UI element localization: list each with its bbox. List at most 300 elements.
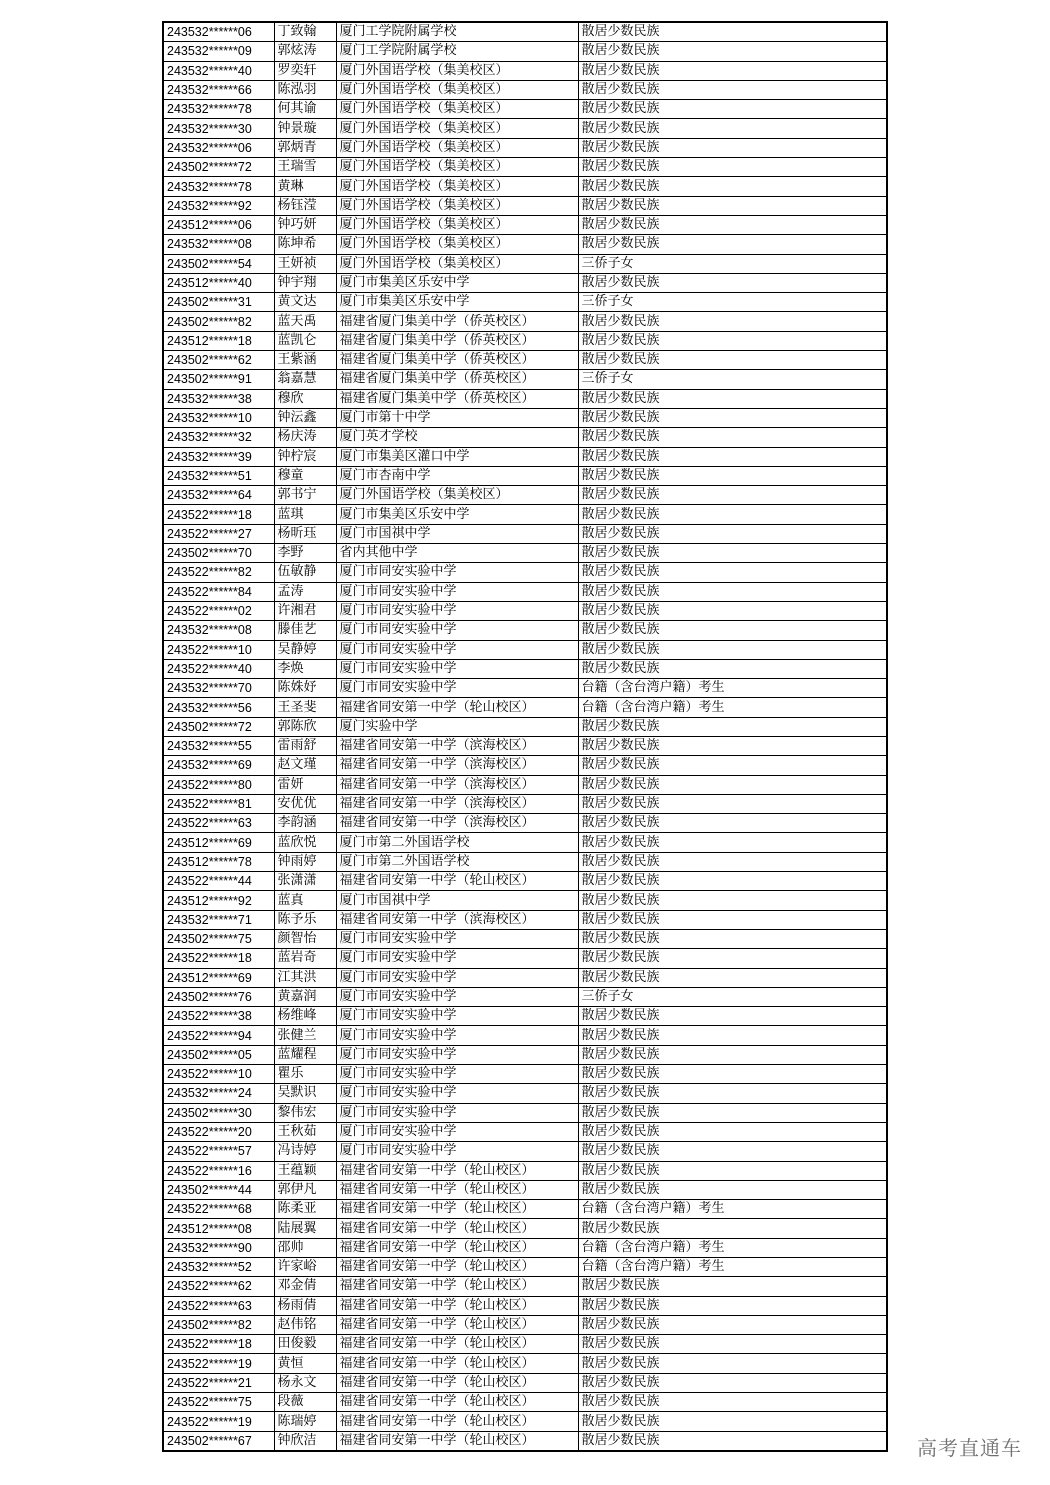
school-name-cell: 厦门市集美区乐安中学 <box>336 505 578 524</box>
category-cell: 三侨子女 <box>578 293 887 312</box>
category-cell: 台籍（含台湾户籍）考生 <box>578 698 887 717</box>
candidate-id-cell: 243532******30 <box>163 119 274 138</box>
school-name-cell: 厦门市同安实验中学 <box>336 1142 578 1161</box>
candidate-id-cell: 243522******81 <box>163 794 274 813</box>
table-row <box>163 968 887 987</box>
candidate-id-cell: 243522******10 <box>163 640 274 659</box>
school-name-cell: 厦门市同安实验中学 <box>336 640 578 659</box>
candidate-id-cell: 243522******27 <box>163 524 274 543</box>
student-name-cell: 蓝真 <box>274 891 336 910</box>
school-name-cell: 福建省同安第一中学（滨海校区） <box>336 814 578 833</box>
table-row <box>163 100 887 119</box>
table-row <box>163 524 887 543</box>
candidate-id-cell: 243502******67 <box>163 1431 274 1451</box>
category-cell: 台籍（含台湾户籍）考生 <box>578 1258 887 1277</box>
school-name-cell: 福建省厦门集美中学（侨英校区） <box>336 389 578 408</box>
candidate-id-cell: 243522******68 <box>163 1200 274 1219</box>
student-name-cell: 陈泓羽 <box>274 80 336 99</box>
candidate-id-cell: 243512******06 <box>163 215 274 234</box>
student-name-cell: 杨昕珏 <box>274 524 336 543</box>
candidate-id-cell: 243532******70 <box>163 679 274 698</box>
table-row <box>163 872 887 891</box>
table-row <box>163 833 887 852</box>
category-cell: 散居少数民族 <box>578 621 887 640</box>
school-name-cell: 厦门工学院附属学校 <box>336 22 578 42</box>
candidate-id-cell: 243522******19 <box>163 1412 274 1431</box>
school-name-cell: 厦门市同安实验中学 <box>336 563 578 582</box>
student-name-cell: 许湘君 <box>274 601 336 620</box>
table-row <box>163 794 887 813</box>
candidate-id-cell: 243512******69 <box>163 968 274 987</box>
student-name-cell: 陈柔亚 <box>274 1200 336 1219</box>
school-name-cell: 厦门市国祺中学 <box>336 524 578 543</box>
table-row <box>163 756 887 775</box>
table-row <box>163 389 887 408</box>
category-cell: 散居少数民族 <box>578 1373 887 1392</box>
table-row <box>163 1142 887 1161</box>
category-cell: 台籍（含台湾户籍）考生 <box>578 1238 887 1257</box>
student-name-cell: 邓金倩 <box>274 1277 336 1296</box>
student-name-cell: 黎伟宏 <box>274 1103 336 1122</box>
table-row <box>163 428 887 447</box>
school-name-cell: 厦门市同安实验中学 <box>336 601 578 620</box>
school-name-cell: 厦门市同安实验中学 <box>336 1007 578 1026</box>
category-cell: 散居少数民族 <box>578 428 887 447</box>
school-name-cell: 厦门外国语学校（集美校区） <box>336 138 578 157</box>
candidate-id-cell: 243522******44 <box>163 872 274 891</box>
category-cell: 散居少数民族 <box>578 1315 887 1334</box>
school-name-cell: 福建省同安第一中学（滨海校区） <box>336 736 578 755</box>
candidate-id-cell: 243532******51 <box>163 466 274 485</box>
category-cell: 散居少数民族 <box>578 524 887 543</box>
student-name-cell: 郭陈欣 <box>274 717 336 736</box>
category-cell: 散居少数民族 <box>578 1122 887 1141</box>
candidate-id-cell: 243522******63 <box>163 814 274 833</box>
student-name-cell: 杨庆涛 <box>274 428 336 447</box>
table-row <box>163 1315 887 1334</box>
table-row <box>163 775 887 794</box>
table-row <box>163 486 887 505</box>
table-row <box>163 42 887 61</box>
school-name-cell: 厦门外国语学校（集美校区） <box>336 100 578 119</box>
candidate-id-cell: 243532******69 <box>163 756 274 775</box>
candidate-id-cell: 243532******06 <box>163 22 274 42</box>
table-row <box>163 196 887 215</box>
student-name-cell: 陈予乐 <box>274 910 336 929</box>
student-name-cell: 许家峪 <box>274 1258 336 1277</box>
school-name-cell: 厦门实验中学 <box>336 717 578 736</box>
table-row <box>163 679 887 698</box>
school-name-cell: 福建省厦门集美中学（侨英校区） <box>336 312 578 331</box>
table-row <box>163 1200 887 1219</box>
table-row <box>163 215 887 234</box>
table-row <box>163 891 887 910</box>
table-row <box>163 1393 887 1412</box>
category-cell: 散居少数民族 <box>578 910 887 929</box>
candidate-id-cell: 243502******62 <box>163 351 274 370</box>
student-name-cell: 王妍祯 <box>274 254 336 273</box>
candidate-id-cell: 243532******32 <box>163 428 274 447</box>
category-cell: 散居少数民族 <box>578 447 887 466</box>
table-row <box>163 1103 887 1122</box>
school-name-cell: 厦门市同安实验中学 <box>336 1084 578 1103</box>
school-name-cell: 厦门市同安实验中学 <box>336 987 578 1006</box>
candidate-id-cell: 243522******63 <box>163 1296 274 1315</box>
student-name-cell: 黄恒 <box>274 1354 336 1373</box>
table-row <box>163 1335 887 1354</box>
candidate-id-cell: 243532******09 <box>163 42 274 61</box>
candidate-id-cell: 243532******06 <box>163 138 274 157</box>
student-name-cell: 何其谕 <box>274 100 336 119</box>
school-name-cell: 福建省同安第一中学（轮山校区） <box>336 1393 578 1412</box>
table-row <box>163 1007 887 1026</box>
table-row <box>163 505 887 524</box>
candidate-id-cell: 243512******69 <box>163 833 274 852</box>
category-cell: 散居少数民族 <box>578 659 887 678</box>
category-cell: 散居少数民族 <box>578 312 887 331</box>
category-cell: 散居少数民族 <box>578 1161 887 1180</box>
school-name-cell: 厦门市同安实验中学 <box>336 968 578 987</box>
category-cell: 散居少数民族 <box>578 1084 887 1103</box>
candidate-id-cell: 243522******38 <box>163 1007 274 1026</box>
category-cell: 散居少数民族 <box>578 215 887 234</box>
school-name-cell: 福建省厦门集美中学（侨英校区） <box>336 331 578 350</box>
candidate-id-cell: 243522******16 <box>163 1161 274 1180</box>
student-name-cell: 王紫涵 <box>274 351 336 370</box>
table-row <box>163 852 887 871</box>
school-name-cell: 厦门英才学校 <box>336 428 578 447</box>
school-name-cell: 厦门市集美区灌口中学 <box>336 447 578 466</box>
category-cell: 散居少数民族 <box>578 1103 887 1122</box>
student-name-cell: 田俊毅 <box>274 1335 336 1354</box>
table-row <box>163 1296 887 1315</box>
candidate-id-cell: 243522******20 <box>163 1122 274 1141</box>
candidate-id-cell: 243522******18 <box>163 505 274 524</box>
table-row <box>163 158 887 177</box>
category-cell: 散居少数民族 <box>578 544 887 563</box>
student-name-cell: 瞿乐 <box>274 1065 336 1084</box>
candidate-id-cell: 243502******76 <box>163 987 274 1006</box>
candidate-id-cell: 243532******56 <box>163 698 274 717</box>
category-cell: 散居少数民族 <box>578 331 887 350</box>
school-name-cell: 厦门市同安实验中学 <box>336 949 578 968</box>
student-name-cell: 雷妍 <box>274 775 336 794</box>
school-name-cell: 福建省同安第一中学（轮山校区） <box>336 872 578 891</box>
candidate-id-cell: 243502******91 <box>163 370 274 389</box>
candidate-id-cell: 243522******18 <box>163 949 274 968</box>
student-name-cell: 雷雨舒 <box>274 736 336 755</box>
student-name-cell: 张健兰 <box>274 1026 336 1045</box>
school-name-cell: 福建省同安第一中学（滨海校区） <box>336 775 578 794</box>
category-cell: 台籍（含台湾户籍）考生 <box>578 679 887 698</box>
table-row <box>163 1277 887 1296</box>
category-cell: 散居少数民族 <box>578 1142 887 1161</box>
table-row <box>163 293 887 312</box>
table-row <box>163 22 887 42</box>
category-cell: 散居少数民族 <box>578 852 887 871</box>
table-row <box>163 1219 887 1238</box>
category-cell: 散居少数民族 <box>578 929 887 948</box>
school-name-cell: 厦门市同安实验中学 <box>336 621 578 640</box>
candidate-id-cell: 243532******55 <box>163 736 274 755</box>
candidate-id-cell: 243532******24 <box>163 1084 274 1103</box>
student-name-cell: 黄文达 <box>274 293 336 312</box>
student-name-cell: 杨雨倩 <box>274 1296 336 1315</box>
student-name-cell: 蓝耀程 <box>274 1045 336 1064</box>
candidate-id-cell: 243502******05 <box>163 1045 274 1064</box>
school-name-cell: 福建省同安第一中学（轮山校区） <box>336 1161 578 1180</box>
category-cell: 散居少数民族 <box>578 196 887 215</box>
table-row <box>163 61 887 80</box>
student-name-cell: 郭书宁 <box>274 486 336 505</box>
school-name-cell: 福建省厦门集美中学（侨英校区） <box>336 370 578 389</box>
roster-table-container <box>162 21 886 1452</box>
table-row <box>163 1354 887 1373</box>
school-name-cell: 福建省同安第一中学（轮山校区） <box>336 698 578 717</box>
school-name-cell: 厦门工学院附属学校 <box>336 42 578 61</box>
candidate-id-cell: 243522******57 <box>163 1142 274 1161</box>
student-name-cell: 陆展翼 <box>274 1219 336 1238</box>
category-cell: 散居少数民族 <box>578 1431 887 1451</box>
student-name-cell: 段薇 <box>274 1393 336 1412</box>
table-row <box>163 331 887 350</box>
student-name-cell: 杨维峰 <box>274 1007 336 1026</box>
school-name-cell: 厦门外国语学校（集美校区） <box>336 158 578 177</box>
category-cell: 散居少数民族 <box>578 775 887 794</box>
student-name-cell: 吴默识 <box>274 1084 336 1103</box>
candidate-id-cell: 243532******71 <box>163 910 274 929</box>
category-cell: 三侨子女 <box>578 987 887 1006</box>
category-cell: 散居少数民族 <box>578 717 887 736</box>
school-name-cell: 福建省同安第一中学（轮山校区） <box>336 1180 578 1199</box>
candidate-id-cell: 243532******10 <box>163 408 274 427</box>
student-name-cell: 陈瑞婷 <box>274 1412 336 1431</box>
school-name-cell: 厦门市第二外国语学校 <box>336 833 578 852</box>
candidate-id-cell: 243532******92 <box>163 196 274 215</box>
table-row <box>163 1180 887 1199</box>
category-cell: 散居少数民族 <box>578 1219 887 1238</box>
table-row <box>163 949 887 968</box>
student-name-cell: 钟欣洁 <box>274 1431 336 1451</box>
category-cell: 散居少数民族 <box>578 736 887 755</box>
candidate-id-cell: 243532******78 <box>163 177 274 196</box>
category-cell: 散居少数民族 <box>578 872 887 891</box>
table-row <box>163 1161 887 1180</box>
table-row <box>163 563 887 582</box>
table-row <box>163 582 887 601</box>
school-name-cell: 厦门市同安实验中学 <box>336 1045 578 1064</box>
student-name-cell: 张潇潇 <box>274 872 336 891</box>
student-name-cell: 穆欣 <box>274 389 336 408</box>
category-cell: 散居少数民族 <box>578 640 887 659</box>
school-name-cell: 厦门外国语学校（集美校区） <box>336 254 578 273</box>
table-row <box>163 1084 887 1103</box>
candidate-id-cell: 243502******82 <box>163 312 274 331</box>
candidate-id-cell: 243502******44 <box>163 1180 274 1199</box>
school-name-cell: 厦门市杏南中学 <box>336 466 578 485</box>
candidate-id-cell: 243532******39 <box>163 447 274 466</box>
student-name-cell: 钟宇翔 <box>274 273 336 292</box>
category-cell: 散居少数民族 <box>578 1412 887 1431</box>
school-name-cell: 厦门市集美区乐安中学 <box>336 293 578 312</box>
table-row <box>163 717 887 736</box>
category-cell: 散居少数民族 <box>578 1277 887 1296</box>
school-name-cell: 福建省同安第一中学（轮山校区） <box>336 1200 578 1219</box>
table-row <box>163 1065 887 1084</box>
table-row <box>163 736 887 755</box>
student-name-cell: 赵伟铭 <box>274 1315 336 1334</box>
student-name-cell: 赵文瑾 <box>274 756 336 775</box>
category-cell: 散居少数民族 <box>578 505 887 524</box>
category-cell: 散居少数民族 <box>578 814 887 833</box>
school-name-cell: 福建省同安第一中学（轮山校区） <box>336 1373 578 1392</box>
candidate-id-cell: 243532******66 <box>163 80 274 99</box>
student-name-cell: 邵帅 <box>274 1238 336 1257</box>
category-cell: 散居少数民族 <box>578 1180 887 1199</box>
candidate-id-cell: 243512******78 <box>163 852 274 871</box>
category-cell: 散居少数民族 <box>578 1045 887 1064</box>
school-name-cell: 福建省同安第一中学（轮山校区） <box>336 1296 578 1315</box>
category-cell: 散居少数民族 <box>578 1354 887 1373</box>
category-cell: 散居少数民族 <box>578 235 887 254</box>
table-row <box>163 312 887 331</box>
table-row <box>163 601 887 620</box>
category-cell: 散居少数民族 <box>578 833 887 852</box>
school-name-cell: 福建省同安第一中学（滨海校区） <box>336 910 578 929</box>
table-row <box>163 447 887 466</box>
candidate-id-cell: 243522******94 <box>163 1026 274 1045</box>
table-row <box>163 929 887 948</box>
candidate-id-cell: 243532******38 <box>163 389 274 408</box>
table-row <box>163 987 887 1006</box>
school-name-cell: 厦门外国语学校（集美校区） <box>336 177 578 196</box>
category-cell: 散居少数民族 <box>578 563 887 582</box>
candidate-id-cell: 243512******40 <box>163 273 274 292</box>
candidate-id-cell: 243522******84 <box>163 582 274 601</box>
table-row <box>163 659 887 678</box>
table-row <box>163 80 887 99</box>
student-name-cell: 吴静婷 <box>274 640 336 659</box>
table-row <box>163 1373 887 1392</box>
school-name-cell: 厦门外国语学校（集美校区） <box>336 215 578 234</box>
student-name-cell: 翁嘉慧 <box>274 370 336 389</box>
student-name-cell: 杨永文 <box>274 1373 336 1392</box>
category-cell: 散居少数民族 <box>578 351 887 370</box>
student-name-cell: 李韵涵 <box>274 814 336 833</box>
school-name-cell: 福建省同安第一中学（轮山校区） <box>336 1219 578 1238</box>
table-row <box>163 408 887 427</box>
student-name-cell: 蓝欣悦 <box>274 833 336 852</box>
table-row <box>163 351 887 370</box>
school-name-cell: 厦门市同安实验中学 <box>336 1065 578 1084</box>
candidate-id-cell: 243522******19 <box>163 1354 274 1373</box>
candidate-id-cell: 243512******92 <box>163 891 274 910</box>
category-cell: 三侨子女 <box>578 254 887 273</box>
category-cell: 散居少数民族 <box>578 80 887 99</box>
category-cell: 散居少数民族 <box>578 177 887 196</box>
category-cell: 散居少数民族 <box>578 466 887 485</box>
candidate-id-cell: 243532******08 <box>163 235 274 254</box>
category-cell: 台籍（含台湾户籍）考生 <box>578 1200 887 1219</box>
candidate-id-cell: 243522******82 <box>163 563 274 582</box>
student-name-cell: 安优优 <box>274 794 336 813</box>
table-row <box>163 544 887 563</box>
student-name-cell: 王圣斐 <box>274 698 336 717</box>
student-name-cell: 钟雨婷 <box>274 852 336 871</box>
student-name-cell: 颜智怡 <box>274 929 336 948</box>
candidate-id-cell: 243502******75 <box>163 929 274 948</box>
table-row <box>163 1238 887 1257</box>
school-name-cell: 福建省厦门集美中学（侨英校区） <box>336 351 578 370</box>
school-name-cell: 厦门外国语学校（集美校区） <box>336 80 578 99</box>
table-row <box>163 466 887 485</box>
candidate-id-cell: 243502******30 <box>163 1103 274 1122</box>
candidate-id-cell: 243522******40 <box>163 659 274 678</box>
candidate-id-cell: 243502******82 <box>163 1315 274 1334</box>
table-row <box>163 177 887 196</box>
student-name-cell: 滕佳艺 <box>274 621 336 640</box>
category-cell: 散居少数民族 <box>578 61 887 80</box>
category-cell: 散居少数民族 <box>578 408 887 427</box>
category-cell: 散居少数民族 <box>578 100 887 119</box>
student-name-cell: 陈姝妤 <box>274 679 336 698</box>
candidate-id-cell: 243532******64 <box>163 486 274 505</box>
school-name-cell: 福建省同安第一中学（轮山校区） <box>336 1354 578 1373</box>
candidate-id-cell: 243502******72 <box>163 158 274 177</box>
table-row <box>163 254 887 273</box>
roster-table <box>162 21 888 1452</box>
student-name-cell: 王秋茹 <box>274 1122 336 1141</box>
category-cell: 散居少数民族 <box>578 794 887 813</box>
school-name-cell: 厦门市第十中学 <box>336 408 578 427</box>
student-name-cell: 穆童 <box>274 466 336 485</box>
school-name-cell: 福建省同安第一中学（轮山校区） <box>336 1238 578 1257</box>
category-cell: 散居少数民族 <box>578 756 887 775</box>
student-name-cell: 李野 <box>274 544 336 563</box>
school-name-cell: 厦门市同安实验中学 <box>336 679 578 698</box>
student-name-cell: 黄嘉润 <box>274 987 336 1006</box>
student-name-cell: 黄琳 <box>274 177 336 196</box>
category-cell: 散居少数民族 <box>578 486 887 505</box>
student-name-cell: 钟巧妍 <box>274 215 336 234</box>
student-name-cell: 杨钰滢 <box>274 196 336 215</box>
student-name-cell: 孟涛 <box>274 582 336 601</box>
school-name-cell: 厦门外国语学校（集美校区） <box>336 196 578 215</box>
student-name-cell: 伍敏静 <box>274 563 336 582</box>
category-cell: 散居少数民族 <box>578 138 887 157</box>
category-cell: 散居少数民族 <box>578 389 887 408</box>
table-row <box>163 138 887 157</box>
school-name-cell: 厦门市同安实验中学 <box>336 1103 578 1122</box>
school-name-cell: 福建省同安第一中学（滨海校区） <box>336 756 578 775</box>
school-name-cell: 厦门市同安实验中学 <box>336 929 578 948</box>
student-name-cell: 蓝凯仑 <box>274 331 336 350</box>
category-cell: 散居少数民族 <box>578 273 887 292</box>
school-name-cell: 厦门市同安实验中学 <box>336 659 578 678</box>
student-name-cell: 江其洪 <box>274 968 336 987</box>
category-cell: 散居少数民族 <box>578 1065 887 1084</box>
candidate-id-cell: 243522******62 <box>163 1277 274 1296</box>
table-row <box>163 621 887 640</box>
student-name-cell: 冯诗婷 <box>274 1142 336 1161</box>
candidate-id-cell: 243502******72 <box>163 717 274 736</box>
school-name-cell: 福建省同安第一中学（轮山校区） <box>336 1335 578 1354</box>
table-row <box>163 910 887 929</box>
candidate-id-cell: 243522******75 <box>163 1393 274 1412</box>
table-row <box>163 119 887 138</box>
table-row <box>163 1045 887 1064</box>
category-cell: 散居少数民族 <box>578 1296 887 1315</box>
